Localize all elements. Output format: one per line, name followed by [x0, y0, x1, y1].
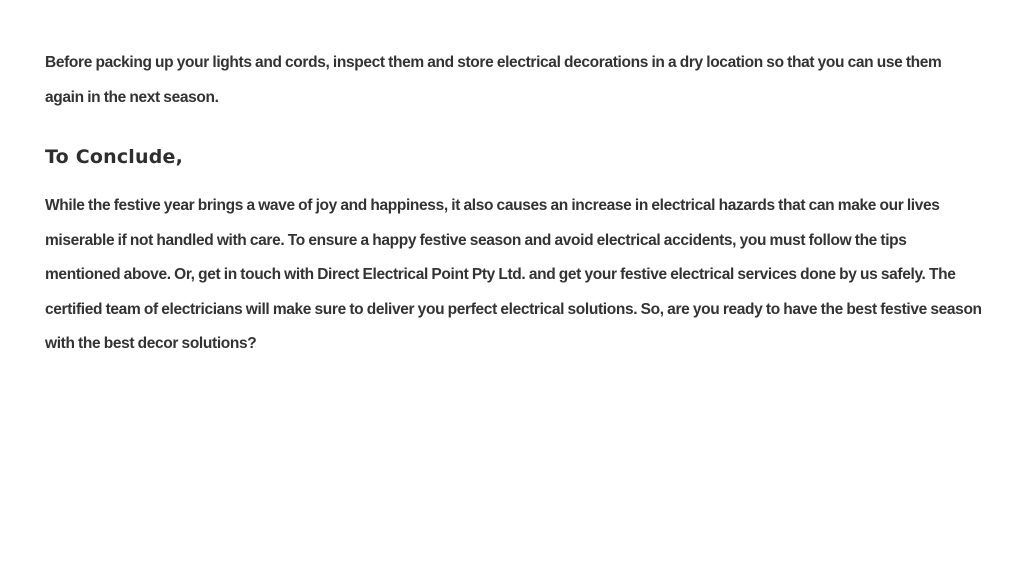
storage-tip-paragraph: Before packing up your lights and cords, inspect them and store electrical decorations in a dry location so that you can use them again in the next season.	[45, 54, 942, 106]
conclusion-paragraph: While the festive year brings a wave of joy and happiness, it also causes an increase in electrical hazards that can make our lives miserable if not handled with care. To ensure a happy festive season and avoid electrical accidents, you must follow the tips mentioned above. Or, get in touch with Direct Electrical Point Pty Ltd. and get your festive electrical services done by us safely. The certified team of electricians will make sure to deliver you perfect electrical solutions. So, are you ready to have the best festive season with the best decor solutions?	[45, 197, 982, 352]
conclusion-heading: To Conclude,	[45, 146, 184, 168]
